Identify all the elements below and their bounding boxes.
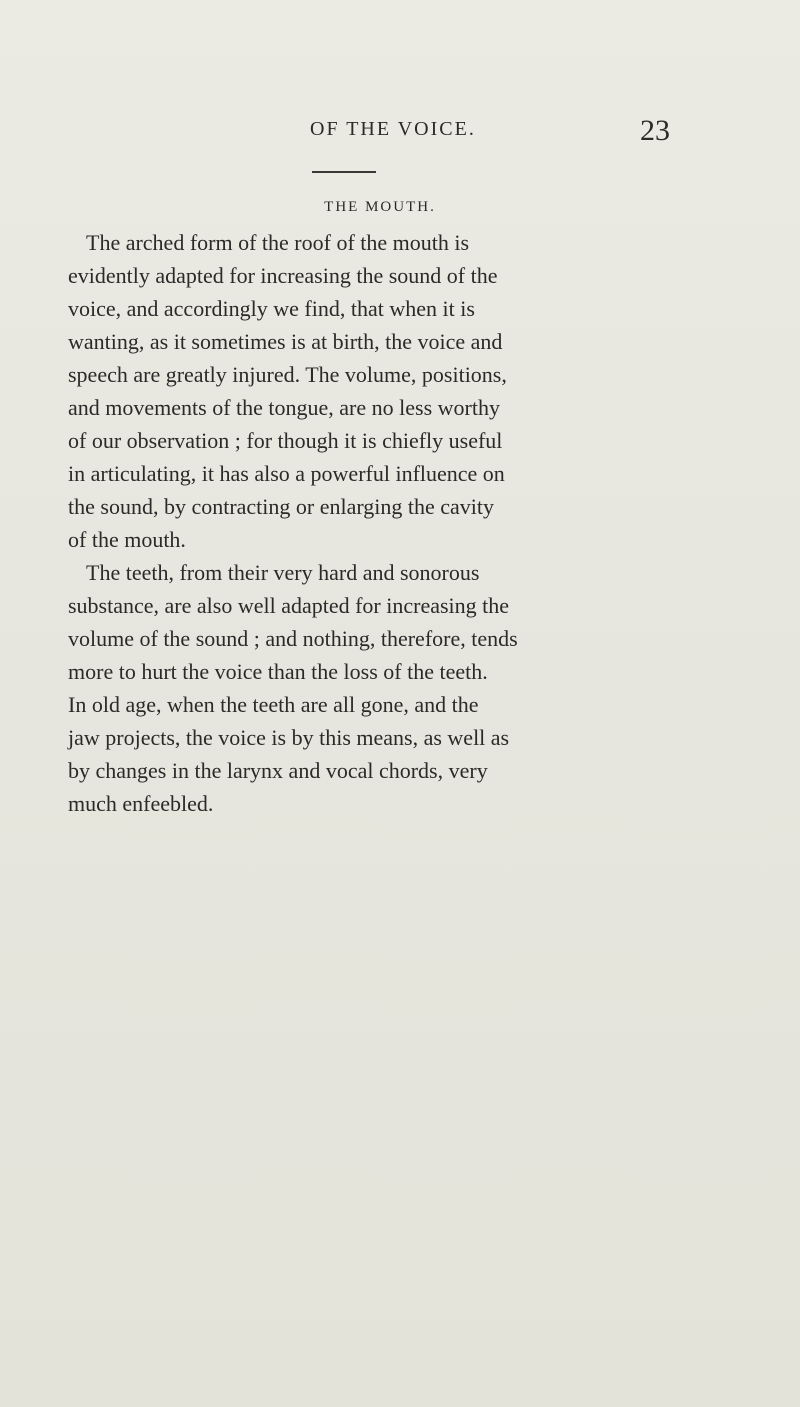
text-line: substance, are also well adapted for increasing the <box>68 593 510 618</box>
section-heading: THE MOUTH. <box>324 199 436 215</box>
text-line: of our observation ; for though it is chiefly useful <box>68 428 503 453</box>
text-line: evidently adapted for increasing the sound of the <box>68 263 498 288</box>
running-head <box>0 114 800 148</box>
text-line: much enfeebled. <box>68 791 214 816</box>
text-line: volume of the sound ; and nothing, therefore, tends <box>68 626 518 651</box>
section-divider <box>312 171 376 173</box>
page-number: 23 <box>640 114 670 147</box>
text-line: jaw projects, the voice is by this means, as well as <box>68 725 510 750</box>
text-line: The teeth, from their very hard and sonorous <box>86 560 480 585</box>
text-line: in articulating, it has also a powerful influence on <box>68 461 505 486</box>
text-line: wanting, as it sometimes is at birth, the voice and <box>68 329 503 354</box>
text-line: and movements of the tongue, are no less worthy <box>68 395 500 420</box>
running-title: OF THE VOICE. <box>310 118 476 140</box>
text-line: speech are greatly injured. The volume, positions, <box>68 362 507 387</box>
text-line: the sound, by contracting or enlarging the cavity <box>68 494 495 519</box>
text-line: more to hurt the voice than the loss of the teeth. <box>68 659 488 684</box>
text-line: by changes in the larynx and vocal chords, very <box>68 758 488 783</box>
body-text <box>68 226 732 820</box>
text-line: voice, and accordingly we find, that when it is <box>68 296 475 321</box>
text-line: In old age, when the teeth are all gone, and the <box>68 692 479 717</box>
text-line: of the mouth. <box>68 527 186 552</box>
text-line: The arched form of the roof of the mouth is <box>86 230 470 255</box>
